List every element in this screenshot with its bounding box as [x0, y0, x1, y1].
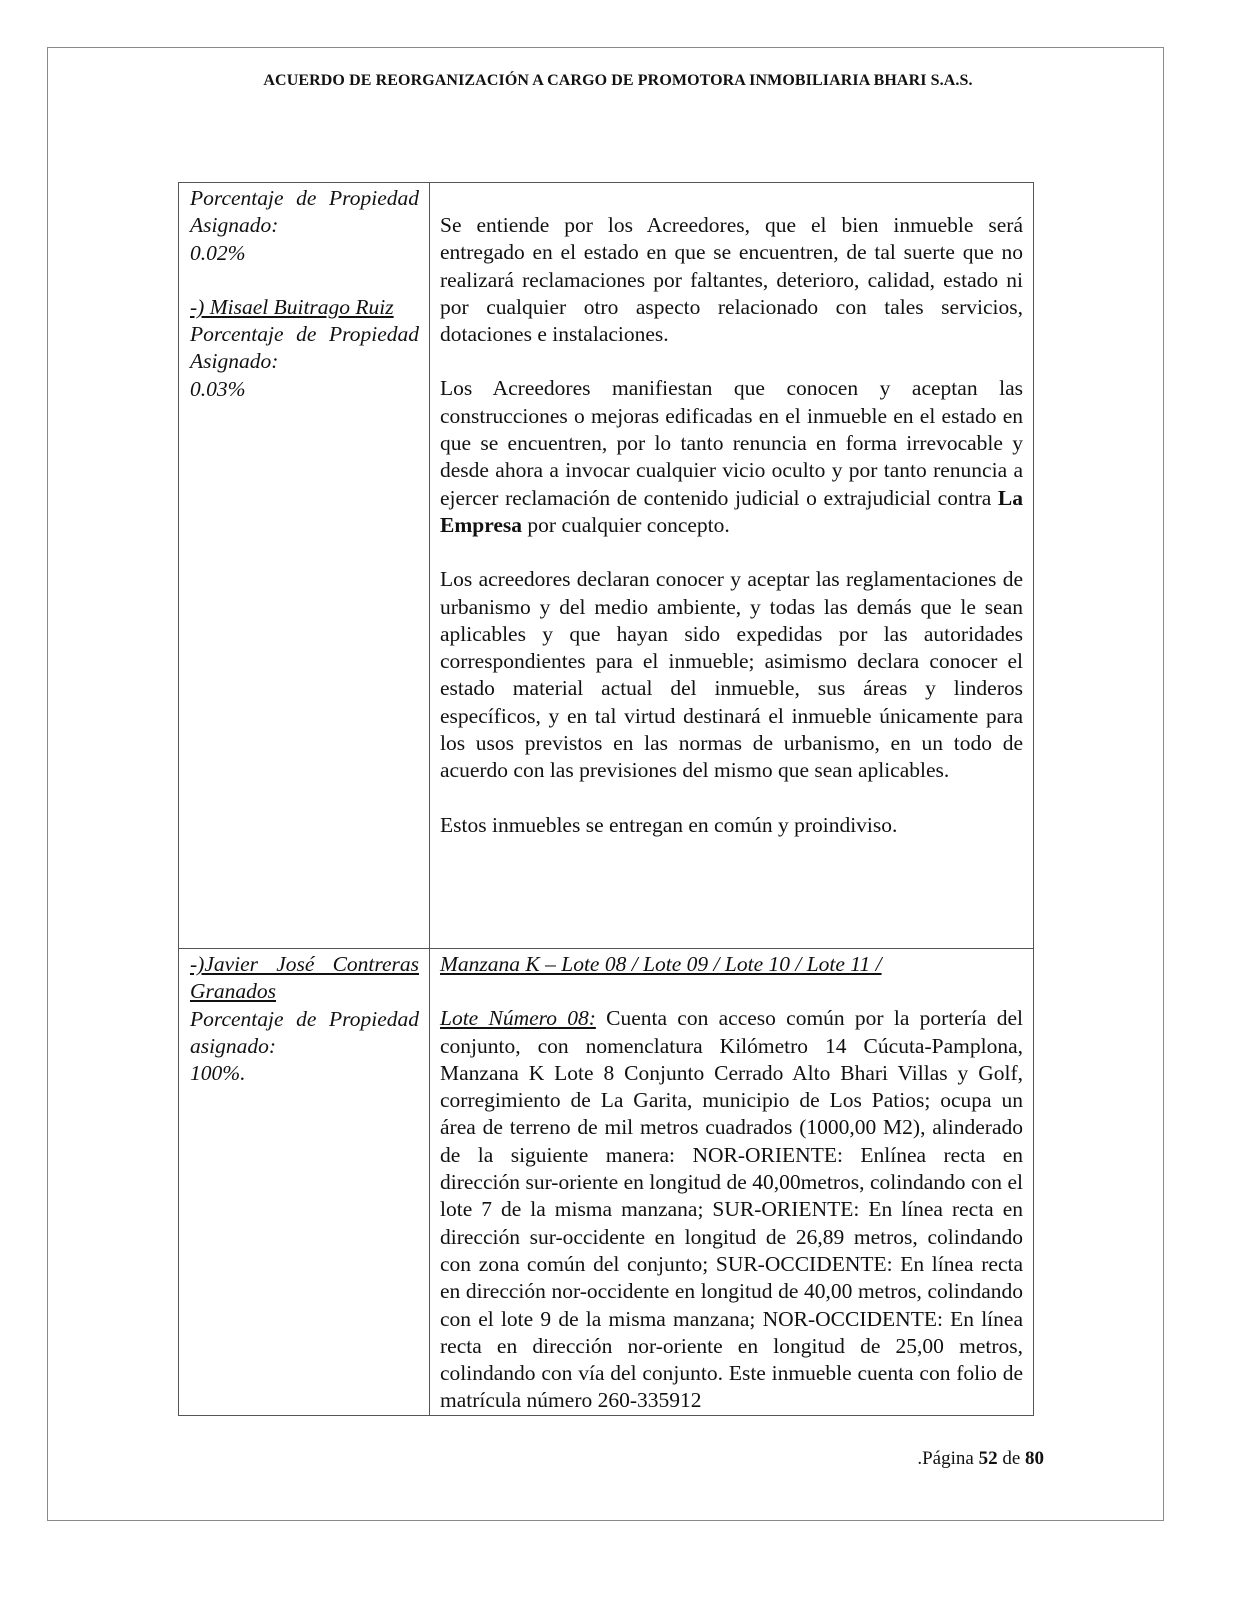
owner-cell	[179, 183, 430, 949]
assignment-table	[178, 182, 1034, 1416]
owner-cell	[179, 949, 430, 1416]
percentage-value: 100%.	[190, 1061, 246, 1086]
lot-description: Lote Número 08: Cuenta con acceso común por la portería del conjunto, con nomenclatura Kilómetro 14 Cúcuta-Pamplona, Manzana K Lote 8 Conjunto Cerrado Alto Bhari Villas y Golf, corregimiento de La Garita, municipio de Los Patios; ocupa un área de terreno de mil metros cuadrados (1000,00 M2), alinderado de la siguiente manera: NOR-ORIENTE: Enlínea recta en dirección sur-oriente en longitud de 40,00metros, colindando con el lote 7 de la misma manzana; SUR-ORIENTE: En línea recta en dirección sur-occidente en longitud de 26,89 metros, colindando con zona común del conjunto; SUR-OCCIDENTE: En línea recta en dirección nor-occidente en longitud de 40,00 metros, colindando con el lote 9 de la misma manzana; NOR-OCCIDENTE: En línea recta en dirección nor-oriente en longitud de 25,00 metros, colindando con vía del conjunto. Este inmueble cuenta con folio de matrícula número 260-335912	[440, 1006, 1023, 1413]
table-row	[179, 949, 1034, 1416]
percentage-label: Porcentaje de Propiedad asignado:	[190, 1006, 419, 1058]
owner-name: -)Javier José Contreras Granados	[190, 952, 419, 1004]
terms-paragraph: Estos inmuebles se entregan en común y proindiviso.	[440, 812, 898, 837]
percentage-value: 0.02%	[190, 240, 246, 265]
page-number: .Página 52 de 80	[917, 1448, 1044, 1469]
terms-paragraph: Los Acreedores manifiestan que conocen y aceptan las construcciones o mejoras edificadas en el inmueble en el estado en que se encuentren, por lo tanto renuncia en forma irrevocable y desde ahora a invocar cualquier vicio oculto y por tanto renuncia a ejercer reclamación de contenido judicial o extrajudicial contra La Empresa por cualquier concepto.	[440, 376, 1023, 537]
property-cell	[430, 949, 1034, 1416]
document-header: ACUERDO DE REORGANIZACIÓN A CARGO DE PROMOTORA INMOBILIARIA BHARI S.A.S.	[263, 72, 973, 89]
property-heading: Manzana K – Lote 08 / Lote 09 / Lote 10 / Lote 11 /	[440, 952, 882, 976]
terms-paragraph: Los acreedores declaran conocer y aceptar las reglamentaciones de urbanismo y del medio ambiente, y todas las demás que le sean aplicables y que hayan sido expedidas por las autoridades correspondientes para el inmueble; asimismo declara conocer el estado material actual del inmueble, sus áreas y linderos específicos, y en tal virtud destinará el inmueble únicamente para los usos previstos en las normas de urbanismo, en un todo de acuerdo con las previsiones del mismo que sean aplicables.	[440, 567, 1023, 783]
lot-label: Lote Número 08:	[440, 1006, 596, 1031]
company-name: La Empresa	[440, 485, 1023, 537]
terms-paragraph: Se entiende por los Acreedores, que el bien inmueble será entregado en el estado en que se encuentren, de tal suerte que no realizará reclamaciones por faltantes, deterioro, calidad, estado ni por cualquier otro aspecto relacionado con tales servicios, dotaciones e instalaciones.	[440, 213, 1023, 347]
terms-cell	[430, 183, 1034, 949]
owner-name: -) Misael Buitrago Ruiz	[190, 294, 394, 319]
percentage-label: Porcentaje de Propiedad Asignado:	[190, 186, 419, 238]
percentage-value: 0.03%	[190, 376, 246, 401]
table-row	[179, 183, 1034, 949]
percentage-label: Porcentaje de Propiedad Asignado:	[190, 322, 419, 374]
